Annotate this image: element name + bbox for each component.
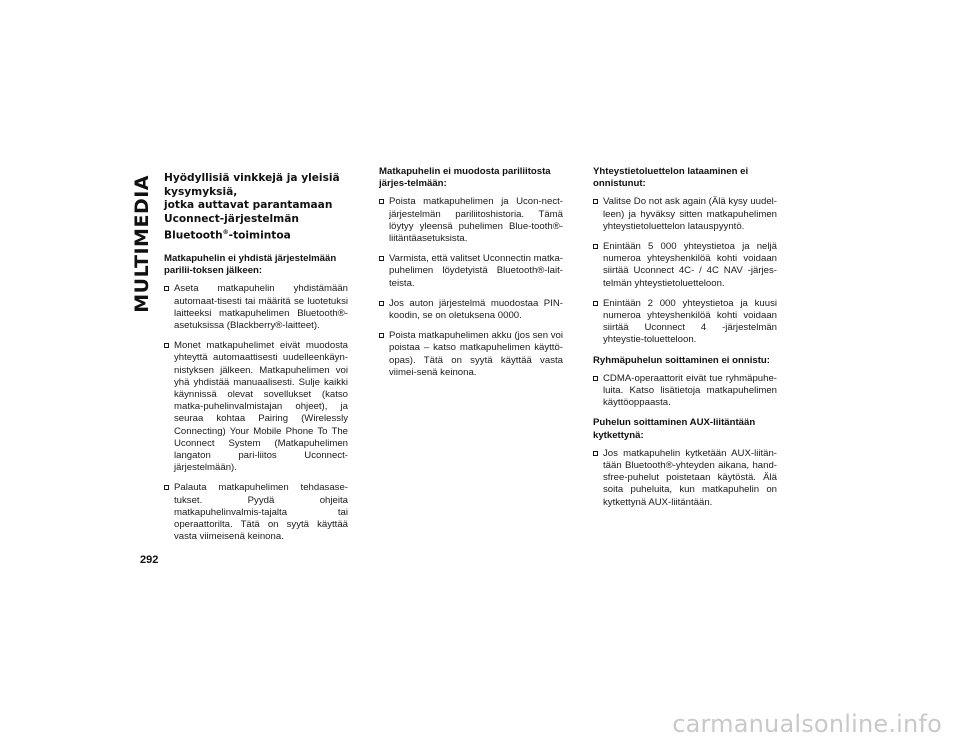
list-no-connect bbox=[164, 283, 348, 543]
list-item bbox=[379, 253, 563, 290]
list-item bbox=[379, 196, 563, 245]
square-bullet-icon bbox=[593, 451, 598, 456]
square-bullet-icon bbox=[164, 343, 169, 348]
square-bullet-icon bbox=[593, 301, 598, 306]
title-line-2: jotka auttavat parantamaan bbox=[164, 199, 333, 211]
subheading-no-pairing: Matkapuhelin ei muodosta pariliitosta järjes-telmään: bbox=[379, 166, 551, 190]
list-item bbox=[593, 298, 777, 347]
list-item bbox=[593, 373, 777, 410]
list-item bbox=[164, 340, 348, 474]
list-item bbox=[379, 298, 563, 322]
subheading-group-call: Ryhmäpuhelun soittaminen ei onnistu: bbox=[593, 354, 770, 366]
square-bullet-icon bbox=[593, 376, 598, 381]
list-group-call bbox=[593, 373, 777, 410]
list-item-text: Enintään 5 000 yhteystietoa ja neljä numeroa yhteyshenkilöä kohti voidaan siirtää Uconnect 4C- / 4C NAV -järjes-telmän yhteystietoluetteloon. bbox=[603, 241, 777, 289]
list-item-text: Palauta matkapuhelimen tehdasase-tukset. Pyydä ohjeita matkapuhelinvalmis-tajalta tai operaattorilta. Tätä on syytä käyttää vasta viimeisenä keinona. bbox=[174, 482, 348, 543]
list-item-text: Jos auton järjestelmä muodostaa PIN-koodin, se on oletuksena 0000. bbox=[389, 297, 563, 322]
title-bluetooth: Bluetooth bbox=[164, 229, 223, 242]
column-3 bbox=[593, 166, 777, 517]
list-aux-call bbox=[593, 448, 777, 509]
list-item bbox=[164, 482, 348, 543]
column-2 bbox=[379, 166, 563, 387]
square-bullet-icon bbox=[379, 301, 384, 306]
list-item bbox=[164, 283, 348, 332]
list-item bbox=[593, 196, 777, 233]
square-bullet-icon bbox=[593, 244, 598, 249]
list-item-text: Poista matkapuhelimen akku (jos sen voi poistaa – katso matkapuhelimen käyttö-opas). Tätä on syytä käyttää vasta viimei-senä keinona. bbox=[389, 330, 563, 378]
square-bullet-icon bbox=[164, 485, 169, 490]
section-title bbox=[164, 172, 348, 243]
list-item-text: Monet matkapuhelimet eivät muodosta yhteyttä automaattisesti uudelleenkäyn-nistyksen jälkeen. Matkapuhelimen voi yhä yhdistää manuaalisesti. Sulje kaikki käynnissä olevat sovellukset (katso matka-puhelinvalmistajan ohjeet), ja seuraa kohtaa Pairing (Wirelessly Connecting) Your Mobile Phone To The Uconnect System (Matkapuhelimen langaton pari-liitos Uconnect-järjestelmään). bbox=[174, 340, 348, 474]
square-bullet-icon bbox=[164, 286, 169, 291]
title-line-1: Hyödyllisiä vinkkejä ja yleisiä kysymyksiä, bbox=[164, 172, 340, 198]
list-item-text: Poista matkapuhelimen ja Ucon-nect-järjestelmän pariliitoshistoria. Tämä löytyy yleensä puhelimen Blue-tooth®-liitäntäasetuksista. bbox=[389, 196, 563, 245]
square-bullet-icon bbox=[379, 256, 384, 261]
title-suffix: -toimintoa bbox=[228, 229, 291, 242]
registered-mark: ® bbox=[222, 229, 229, 236]
list-item-text: Jos matkapuhelin kytketään AUX-liitän-tään Bluetooth®-yhteyden aikana, hand-sfree-puhelut poistetaan käytöstä. Älä soita puheluita, kun matkapuhelin on kytkettynä AUX-liitäntään. bbox=[603, 447, 777, 508]
list-contacts bbox=[593, 196, 777, 346]
list-item bbox=[379, 330, 563, 379]
list-item-text: Valitse Do not ask again (Älä kysy uudel-leen) ja hyväksy sitten matkapuhelimen yhteystietoluettelon latauspyyntö. bbox=[603, 196, 777, 232]
list-item bbox=[593, 448, 777, 509]
list-item-text: CDMA-operaattorit eivät tue ryhmäpuhe-luita. Katso lisätietoja matkapuhelimen käyttöoppaasta. bbox=[603, 372, 777, 409]
list-item-text: Aseta matkapuhelin yhdistämään automaat-tisesti tai määritä se luotetuksi laitteeksi matkapuhelimen Bluetooth®-asetuksissa (Blackberry®-laitteet). bbox=[174, 283, 348, 332]
title-line-3: Uconnect-järjestelmän bbox=[164, 212, 299, 225]
square-bullet-icon bbox=[379, 199, 384, 204]
watermark-text: carmanualsonline.info bbox=[672, 710, 942, 738]
list-item bbox=[593, 241, 777, 290]
title-line-4 bbox=[164, 226, 348, 243]
square-bullet-icon bbox=[379, 333, 384, 338]
square-bullet-icon bbox=[593, 199, 598, 204]
subheading-contacts-download: Yhteystietoluettelon lataaminen ei onnistunut: bbox=[593, 166, 749, 190]
page-number: 292 bbox=[140, 554, 159, 566]
list-item-text: Varmista, että valitset Uconnectin matka-puhelimen löydetyistä Bluetooth®-lait-teista. bbox=[389, 253, 563, 289]
column-1 bbox=[164, 172, 348, 552]
list-item-text: Enintään 2 000 yhteystietoa ja kuusi numeroa yhteyshenkilöä kohti voidaan siirtää Uconnect 4 -järjestelmän yhteystie-toluetteloon. bbox=[603, 297, 777, 346]
subheading-no-connect-after-pairing: Matkapuhelin ei yhdistä järjestelmään parilii-toksen jälkeen: bbox=[164, 253, 337, 277]
list-no-pairing bbox=[379, 196, 563, 379]
section-tab-multimedia: MULTIMEDIA bbox=[131, 175, 153, 313]
subheading-aux-call: Puhelun soittaminen AUX-liitäntään kytkettynä: bbox=[593, 417, 756, 441]
